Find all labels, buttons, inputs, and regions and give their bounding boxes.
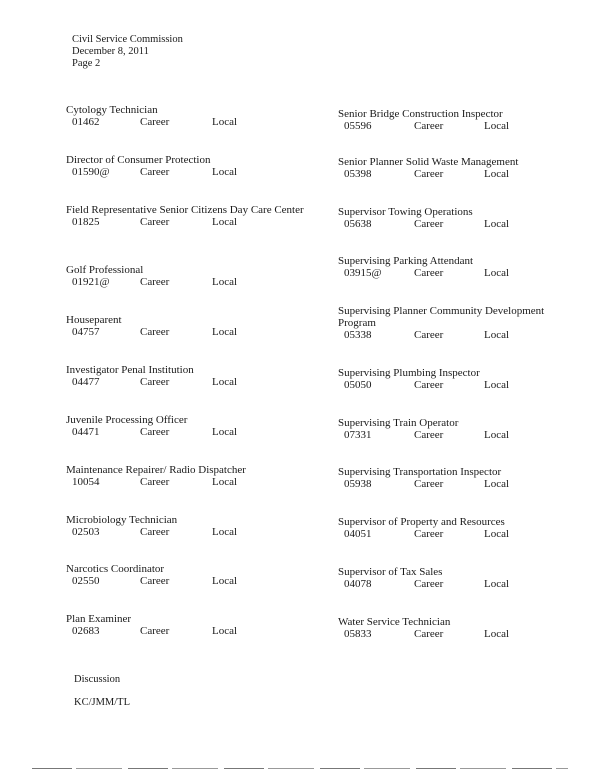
job-details-row — [66, 426, 316, 439]
job-class-entry — [66, 514, 316, 539]
job-class-entry — [66, 563, 316, 588]
job-code: 01462 — [72, 116, 100, 128]
job-class-entry — [338, 616, 570, 641]
job-scope: Local — [484, 578, 510, 590]
job-title: Supervising Planner Community Development Program — [338, 305, 545, 329]
bottom-rule — [32, 768, 568, 769]
job-class-entry — [66, 264, 316, 289]
job-details-row — [66, 575, 316, 588]
job-title: Senior Planner Solid Waste Management — [338, 156, 519, 168]
job-code: 04051 — [344, 528, 372, 540]
job-code: 05050 — [344, 379, 372, 391]
header-organization: Civil Service Commission — [72, 34, 183, 45]
job-code: 04078 — [344, 578, 372, 590]
job-type: Career — [140, 476, 170, 488]
job-details-row — [338, 329, 570, 342]
job-scope: Local — [212, 326, 238, 338]
job-class-entry — [66, 314, 316, 339]
job-scope: Local — [484, 478, 510, 490]
job-details-row — [338, 578, 570, 591]
job-code: 01921@ — [72, 276, 110, 288]
job-type: Career — [414, 478, 444, 490]
job-code: 04757 — [72, 326, 100, 338]
job-scope: Local — [212, 476, 238, 488]
job-scope: Local — [484, 267, 510, 279]
job-code: 05338 — [344, 329, 372, 341]
job-class-entry — [66, 104, 316, 129]
job-title: Supervising Transportation Inspector — [338, 466, 502, 478]
job-code: 05833 — [344, 628, 372, 640]
job-type: Career — [140, 326, 170, 338]
job-title: Director of Consumer Protection — [66, 154, 211, 166]
job-type: Career — [414, 267, 444, 279]
job-title: Senior Bridge Construction Inspector — [338, 108, 503, 120]
job-title: Supervising Plumbing Inspector — [338, 367, 480, 379]
job-details-row — [338, 168, 570, 181]
job-details-row — [338, 628, 570, 641]
job-code: 07331 — [344, 429, 372, 441]
job-details-row — [338, 429, 570, 442]
job-type: Career — [414, 120, 444, 132]
job-type: Career — [414, 168, 444, 180]
job-title: Water Service Technician — [338, 616, 451, 628]
job-type: Career — [140, 166, 170, 178]
job-class-entry — [338, 108, 570, 133]
job-details-row — [66, 376, 316, 389]
job-details-row — [66, 625, 316, 638]
job-class-entry — [66, 414, 316, 439]
job-code: 04471 — [72, 426, 100, 438]
job-code: 02683 — [72, 625, 100, 637]
job-details-row — [66, 216, 316, 229]
job-title: Houseparent — [66, 314, 122, 326]
job-scope: Local — [484, 528, 510, 540]
job-type: Career — [414, 429, 444, 441]
job-class-entry — [338, 417, 570, 442]
job-scope: Local — [212, 216, 238, 228]
discussion-label: Discussion — [74, 674, 121, 685]
job-title: Supervisor of Property and Resources — [338, 516, 505, 528]
job-code: 10054 — [72, 476, 100, 488]
job-type: Career — [140, 216, 170, 228]
job-scope: Local — [212, 116, 238, 128]
job-type: Career — [140, 376, 170, 388]
job-details-row — [66, 476, 316, 489]
job-type: Career — [414, 218, 444, 230]
job-scope: Local — [212, 426, 238, 438]
job-scope: Local — [484, 168, 510, 180]
job-title: Field Representative Senior Citizens Day Care Center — [66, 204, 304, 216]
job-class-entry — [66, 613, 316, 638]
job-class-entry — [338, 516, 570, 541]
job-scope: Local — [212, 625, 238, 637]
job-scope: Local — [484, 329, 510, 341]
job-scope: Local — [484, 628, 510, 640]
job-scope: Local — [484, 120, 510, 132]
job-details-row — [338, 379, 570, 392]
header-date: December 8, 2011 — [72, 46, 149, 57]
job-class-entry — [338, 367, 570, 392]
job-class-entry — [338, 305, 570, 342]
job-details-row — [338, 218, 570, 231]
job-details-row — [338, 267, 570, 280]
job-code: 05398 — [344, 168, 372, 180]
job-scope: Local — [484, 429, 510, 441]
header-page-number: Page 2 — [72, 58, 101, 69]
job-type: Career — [414, 528, 444, 540]
job-class-entry — [338, 156, 570, 181]
job-title: Plan Examiner — [66, 613, 132, 625]
job-class-entry — [66, 204, 316, 229]
job-title: Narcotics Coordinator — [66, 563, 165, 575]
job-title: Supervising Parking Attendant — [338, 255, 474, 267]
job-type: Career — [140, 426, 170, 438]
job-code: 01590@ — [72, 166, 110, 178]
job-scope: Local — [484, 218, 510, 230]
job-code: 04477 — [72, 376, 100, 388]
job-details-row — [338, 528, 570, 541]
job-class-entry — [338, 206, 570, 231]
job-scope: Local — [212, 166, 238, 178]
job-class-entry — [338, 566, 570, 591]
job-details-row — [66, 276, 316, 289]
job-details-row — [66, 166, 316, 179]
job-scope: Local — [212, 276, 238, 288]
job-details-row — [338, 478, 570, 491]
job-details-row — [66, 116, 316, 129]
job-type: Career — [414, 379, 444, 391]
job-title: Cytology Technician — [66, 104, 158, 116]
job-title: Supervisor of Tax Sales — [338, 566, 443, 578]
page-header — [72, 34, 183, 70]
job-type: Career — [140, 575, 170, 587]
job-type: Career — [414, 329, 444, 341]
job-title: Supervising Train Operator — [338, 417, 459, 429]
job-code: 05596 — [344, 120, 372, 132]
job-code: 02550 — [72, 575, 100, 587]
job-title: Microbiology Technician — [66, 514, 178, 526]
job-code: 02503 — [72, 526, 100, 538]
job-code: 05638 — [344, 218, 372, 230]
job-title: Investigator Penal Institution — [66, 364, 194, 376]
job-type: Career — [140, 526, 170, 538]
job-type: Career — [414, 628, 444, 640]
job-class-entry — [66, 464, 316, 489]
job-details-row — [66, 526, 316, 539]
job-scope: Local — [212, 526, 238, 538]
job-scope: Local — [484, 379, 510, 391]
initials-line: KC/JMM/TL — [74, 697, 131, 708]
job-scope: Local — [212, 575, 238, 587]
job-class-entry — [338, 255, 570, 280]
job-code: 01825 — [72, 216, 100, 228]
job-scope: Local — [212, 376, 238, 388]
job-title: Supervisor Towing Operations — [338, 206, 473, 218]
job-details-row — [66, 326, 316, 339]
job-title: Juvenile Processing Officer — [66, 414, 188, 426]
job-code: 05938 — [344, 478, 372, 490]
job-code: 03915@ — [344, 267, 382, 279]
job-type: Career — [140, 625, 170, 637]
job-class-entry — [66, 154, 316, 179]
job-type: Career — [140, 276, 170, 288]
job-class-entry — [66, 364, 316, 389]
job-type: Career — [414, 578, 444, 590]
job-details-row — [338, 120, 570, 133]
job-title: Golf Professional — [66, 264, 144, 276]
job-title: Maintenance Repairer/ Radio Dispatcher — [66, 464, 246, 476]
job-type: Career — [140, 116, 170, 128]
job-class-entry — [338, 466, 570, 491]
